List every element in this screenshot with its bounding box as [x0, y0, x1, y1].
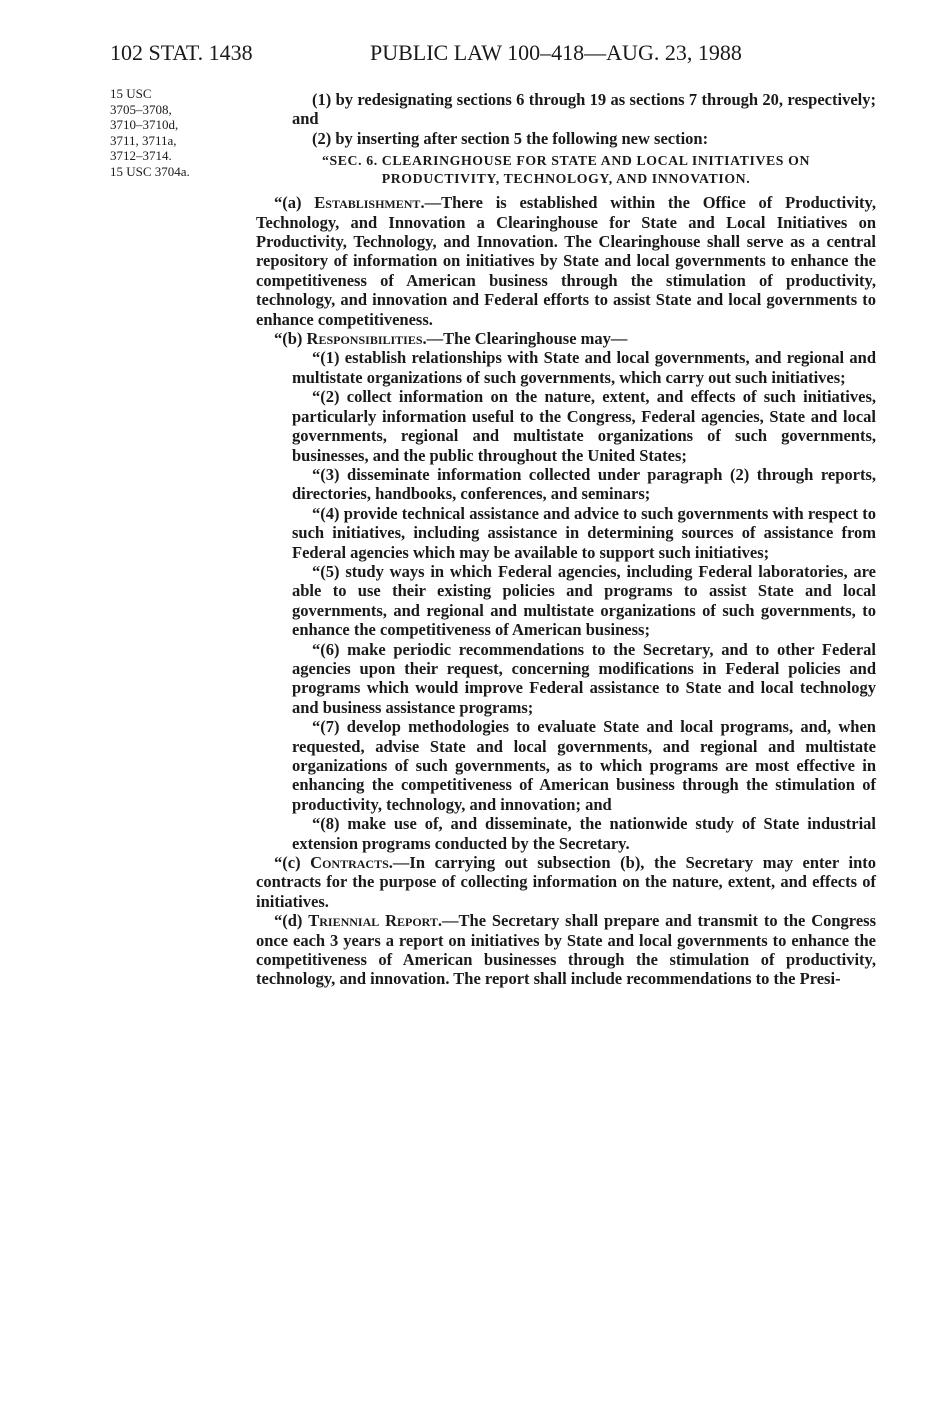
stat-reference: 102 STAT. 1438 — [110, 40, 253, 65]
page-header — [110, 40, 870, 70]
paragraph-item: “(3) disseminate information collected under paragraph (2) through reports, directories, handbooks, conferences, and seminars; — [292, 464, 876, 504]
section-heading: “SEC. 6. CLEARINGHOUSE FOR STATE AND LOCAL INITIATIVES ON PRODUCTIVITY, TECHNOLOGY, AND INNOVATION. — [321, 153, 811, 187]
margin-note: 3712–3714. — [110, 148, 172, 163]
subsection-text: .—In carrying out subsection (b), the Secretary may enter into contracts for the purpose of collecting information on the nature, extent, and effects of initiatives. — [256, 853, 876, 911]
subsection-prefix: “(c) — [274, 853, 311, 873]
margin-note: 3711, 3711a, — [110, 132, 177, 148]
margin-note: 15 USC 3704a. — [110, 163, 190, 179]
subsection-heading: Establishment — [314, 193, 421, 213]
margin-note: 3705–3708, — [110, 101, 172, 117]
margin-notes — [110, 86, 240, 179]
paragraph-item: “(5) study ways in which Federal agencies, including Federal laboratories, are able to use their existing policies and programs to assist State and local governments, and regional and multistate organizations of such governments, to enhance the competitiveness of American business; — [292, 561, 876, 640]
paragraph-item: “(8) make use of, and disseminate, the nationwide study of State industrial extension programs conducted by the Secretary. — [292, 814, 876, 853]
amendment-item: (2) by inserting after section 5 the following new section: — [312, 128, 709, 148]
subsection-a — [256, 193, 876, 329]
subsection-b — [256, 329, 876, 348]
subsection-heading: Responsibilities — [306, 329, 423, 349]
amendment-item: (1) by redesignating sections 6 through 19 as sections 7 through 20, respectively; and — [292, 90, 876, 129]
margin-note: 3710–3710d, — [110, 117, 179, 132]
paragraph-item: “(1) establish relationships with State and local governments, and regional and multistate organizations of such governments, which carry out such initiatives; — [292, 348, 876, 387]
subsection-prefix: “(a) — [274, 193, 315, 213]
public-law-title: PUBLIC LAW 100–418—AUG. 23, 1988 — [370, 40, 742, 65]
subsection-text: .—The Clearinghouse may— — [422, 329, 628, 349]
margin-note: 15 USC — [110, 86, 152, 101]
subsection-heading: Triennial Report — [308, 911, 438, 931]
subsection-text: .—There is established within the Office of Productivity, Technology, and Innovation a Clearinghouse for State and Local Initiatives on Productivity, Technology, and Innovation. The Clearinghouse shall serve as a central repository of information on initiatives by State and local governments to enhance the competitiveness of American business through the stimulation of productivity, technology, and innovation and Federal efforts to assist State and local governments to enhance competitiveness. — [256, 193, 876, 329]
subsection-prefix: “(b) — [274, 329, 307, 349]
subsection-c — [256, 853, 876, 911]
subsection-d — [256, 911, 876, 989]
paragraph-item: “(4) provide technical assistance and advice to such governments with respect to such initiatives, including assistance in determining sources of assistance from Federal agencies which may be available to support such initiatives; — [292, 503, 876, 562]
subsection-heading: Contracts — [310, 853, 389, 873]
paragraph-item: “(6) make periodic recommendations to the Secretary, and to other Federal agencies upon their request, concerning modifications in Federal policies and programs which would improve Federal assistance to State and local technology and business assistance programs; — [292, 639, 876, 717]
paragraph-item: “(7) develop methodologies to evaluate State and local programs, and, when requested, advise State and local governments, and regional and multistate organizations of such governments, as to which programs are most effective in enhancing the competitiveness of American business through the stimulation of productivity, technology, and innovation; and — [292, 717, 876, 814]
paragraph-item: “(2) collect information on the nature, extent, and effects of such initiatives, particularly information useful to the Congress, Federal agencies, State and local governments, regional and multistate organizations of such governments, businesses, and the public throughout the United States; — [292, 387, 876, 465]
subsection-prefix: “(d) — [274, 911, 309, 931]
statute-body — [256, 90, 876, 989]
subsection-text: .—The Secretary shall prepare and transmit to the Congress once each 3 years a report on initiatives by State and local governments to enhance the competitiveness of American businesses through the stimulation of productivity, technology, and innovation. The report shall include recommendations to the Presi- — [256, 911, 876, 989]
